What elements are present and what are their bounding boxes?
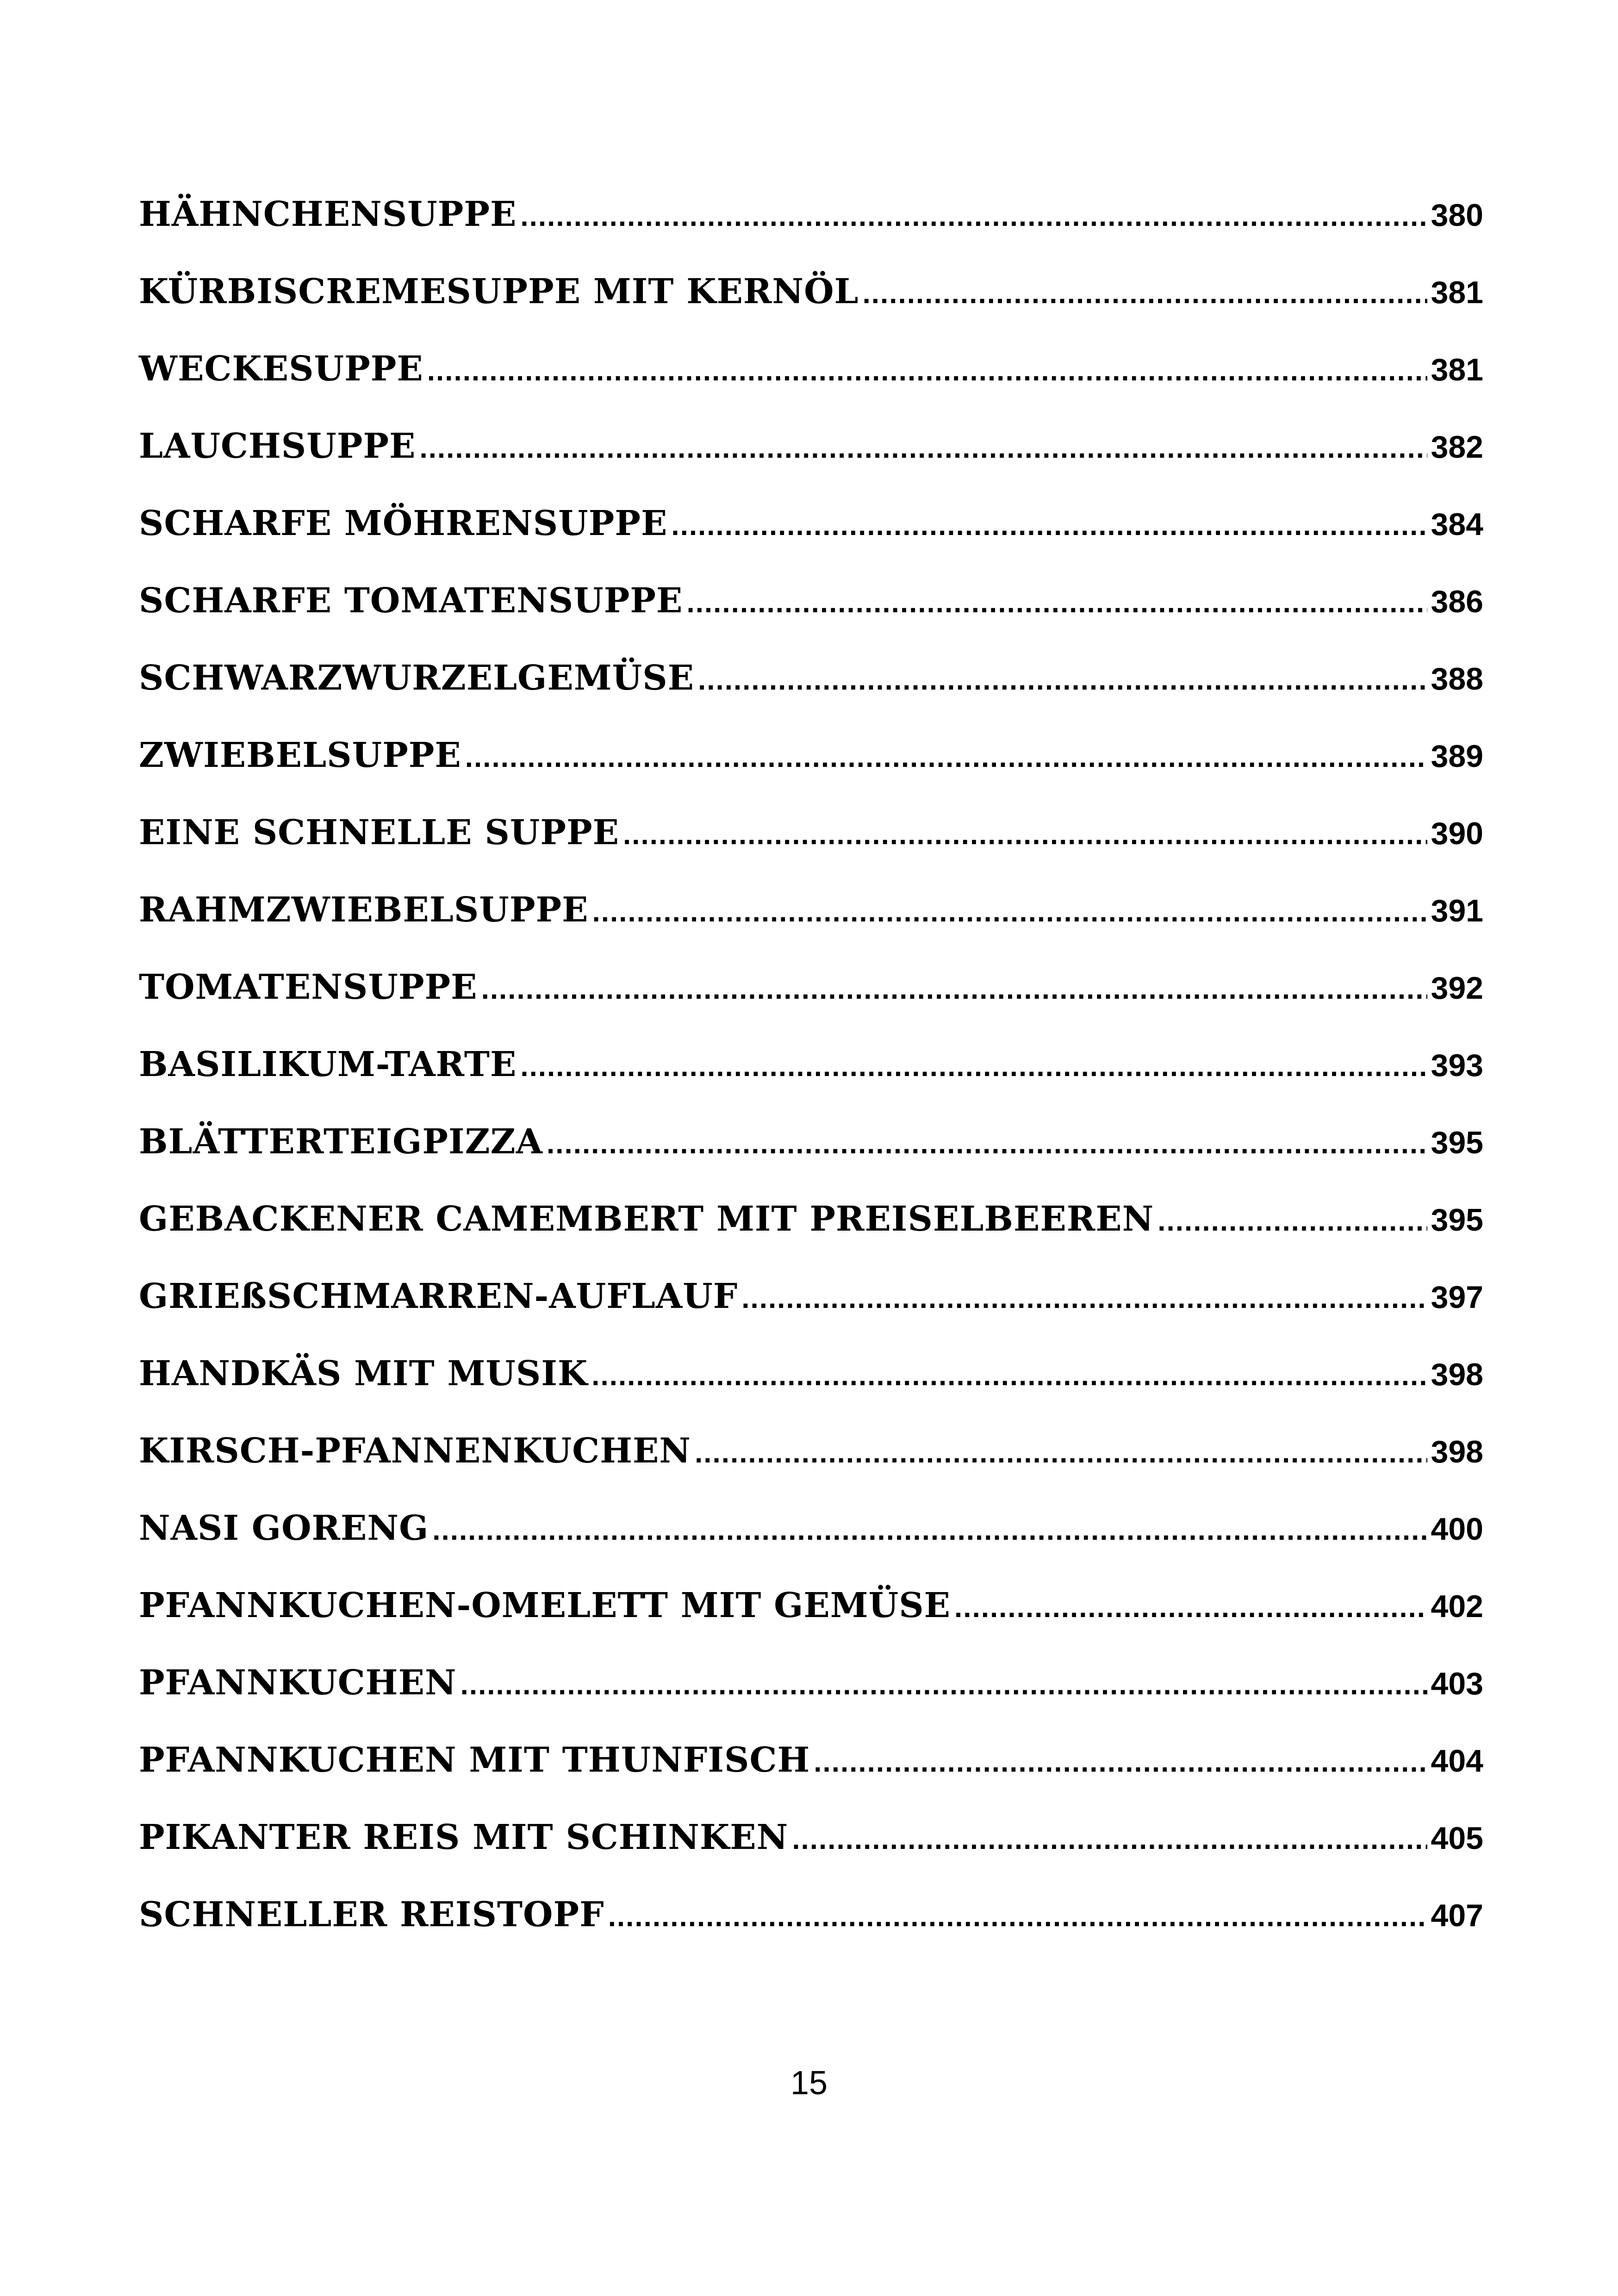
toc-leader-dots <box>686 586 1427 619</box>
toc-entry-page: 393 <box>1431 1048 1483 1083</box>
toc-leader-dots <box>671 509 1427 542</box>
toc-entry[interactable] <box>139 1663 1483 1740</box>
toc-leader-dots <box>792 1823 1427 1856</box>
toc-entry-title: TOMATENSUPPE <box>139 967 478 1007</box>
toc-entry[interactable] <box>139 1354 1483 1431</box>
toc-entry-title: SCHARFE MÖHRENSUPPE <box>139 504 668 543</box>
toc-leader-dots <box>608 1900 1427 1933</box>
toc-leader-dots <box>592 896 1427 928</box>
toc-entry[interactable] <box>139 581 1483 658</box>
toc-entry-title: HÄHNCHENSUPPE <box>139 194 517 234</box>
toc-entry-page: 404 <box>1431 1743 1483 1779</box>
toc-entry-title: SCHNELLER REISTOPF <box>139 1895 604 1935</box>
toc-leader-dots <box>481 973 1427 1006</box>
toc-entry-title: NASI GORENG <box>139 1508 429 1548</box>
toc-entry-page: 398 <box>1431 1357 1483 1392</box>
toc-entry-page: 395 <box>1431 1202 1483 1238</box>
toc-leader-dots <box>623 818 1427 851</box>
toc-entry[interactable] <box>139 1740 1483 1817</box>
toc-entry-page: 382 <box>1431 429 1483 465</box>
toc-entry[interactable] <box>139 1895 1483 1972</box>
toc-entry-page: 392 <box>1431 971 1483 1006</box>
toc-entry-title: PIKANTER REIS MIT SCHINKEN <box>139 1817 789 1857</box>
toc-leader-dots <box>461 1668 1427 1701</box>
toc-entry[interactable] <box>139 735 1483 813</box>
toc-entry[interactable] <box>139 1045 1483 1122</box>
toc-entry-page: 402 <box>1431 1589 1483 1624</box>
toc-leader-dots <box>465 741 1427 774</box>
toc-entry[interactable] <box>139 813 1483 890</box>
toc-entry-page: 391 <box>1431 893 1483 928</box>
toc-entry-title: EINE SCHNELLE SUPPE <box>139 813 620 852</box>
toc-leader-dots <box>954 1591 1427 1624</box>
toc-leader-dots <box>432 1514 1427 1547</box>
toc-leader-dots <box>863 277 1427 310</box>
toc-entry-title: GEBACKENER CAMEMBERT MIT PREISELBEEREN <box>139 1199 1154 1239</box>
toc-entry-title: PFANNKUCHEN-OMELETT MIT GEMÜSE <box>139 1586 951 1625</box>
toc-entry-page: 403 <box>1431 1666 1483 1701</box>
toc-entry[interactable] <box>139 1199 1483 1276</box>
toc-entry[interactable] <box>139 426 1483 504</box>
toc-entry-title: SCHARFE TOMATENSUPPE <box>139 581 683 621</box>
toc-entry-title: GRIEßSCHMARREN-AUFLAUF <box>139 1276 738 1316</box>
toc-entry[interactable] <box>139 1276 1483 1354</box>
toc-entry-page: 386 <box>1431 584 1483 619</box>
toc-entry-title: PFANNKUCHEN MIT THUNFISCH <box>139 1740 810 1780</box>
toc-entry-title: RAHMZWIEBELSUPPE <box>139 890 589 930</box>
toc-entry-page: 398 <box>1431 1434 1483 1469</box>
toc-entry[interactable] <box>139 658 1483 735</box>
toc-leader-dots <box>419 432 1427 465</box>
toc-entry[interactable] <box>139 1817 1483 1895</box>
toc-entry-title: BLÄTTERTEIGPIZZA <box>139 1122 543 1162</box>
toc-leader-dots <box>741 1282 1427 1315</box>
toc-entry-page: 397 <box>1431 1280 1483 1315</box>
toc-entry-title: BASILIKUM-TARTE <box>139 1045 517 1084</box>
toc-entry-title: HANDKÄS MIT MUSIK <box>139 1354 588 1394</box>
toc-entry-page: 400 <box>1431 1512 1483 1547</box>
toc-entry-page: 381 <box>1431 275 1483 310</box>
toc-leader-dots <box>1157 1205 1427 1238</box>
toc-entry-page: 380 <box>1431 198 1483 233</box>
page-number: 15 <box>790 2065 828 2102</box>
toc-entry[interactable] <box>139 504 1483 581</box>
toc-entry[interactable] <box>139 349 1483 426</box>
toc-leader-dots <box>520 1050 1427 1083</box>
toc-entry-title: ZWIEBELSUPPE <box>139 735 461 775</box>
toc-leader-dots <box>427 355 1427 387</box>
toc-entry-page: 388 <box>1431 661 1483 697</box>
toc-entry-page: 384 <box>1431 507 1483 542</box>
toc-leader-dots <box>547 1127 1427 1160</box>
toc-entry-title: KIRSCH-PFANNENKUCHEN <box>139 1431 691 1471</box>
toc-leader-dots <box>698 664 1427 697</box>
toc-entry-title: SCHWARZWURZELGEMÜSE <box>139 658 695 698</box>
toc-entry[interactable] <box>139 1508 1483 1586</box>
toc-entry[interactable] <box>139 1122 1483 1199</box>
toc-entry[interactable] <box>139 1586 1483 1663</box>
toc-leader-dots <box>814 1746 1427 1779</box>
toc-entry-title: KÜRBISCREMESUPPE MIT KERNÖL <box>139 272 859 311</box>
toc-entry[interactable] <box>139 272 1483 349</box>
toc-leader-dots <box>520 200 1427 233</box>
toc-entry-page: 407 <box>1431 1898 1483 1933</box>
toc-entry-page: 395 <box>1431 1125 1483 1160</box>
table-of-contents <box>139 194 1483 1972</box>
toc-entry-page: 405 <box>1431 1821 1483 1856</box>
toc-entry[interactable] <box>139 967 1483 1045</box>
toc-entry-title: LAUCHSUPPE <box>139 426 416 466</box>
toc-entry-page: 381 <box>1431 352 1483 387</box>
toc-entry-title: WECKESUPPE <box>139 349 423 389</box>
toc-entry-page: 390 <box>1431 816 1483 851</box>
toc-entry[interactable] <box>139 194 1483 272</box>
toc-leader-dots <box>591 1359 1427 1392</box>
toc-entry-title: PFANNKUCHEN <box>139 1663 457 1703</box>
toc-entry[interactable] <box>139 1431 1483 1508</box>
toc-entry[interactable] <box>139 890 1483 967</box>
toc-leader-dots <box>695 1437 1427 1469</box>
toc-entry-page: 389 <box>1431 739 1483 774</box>
